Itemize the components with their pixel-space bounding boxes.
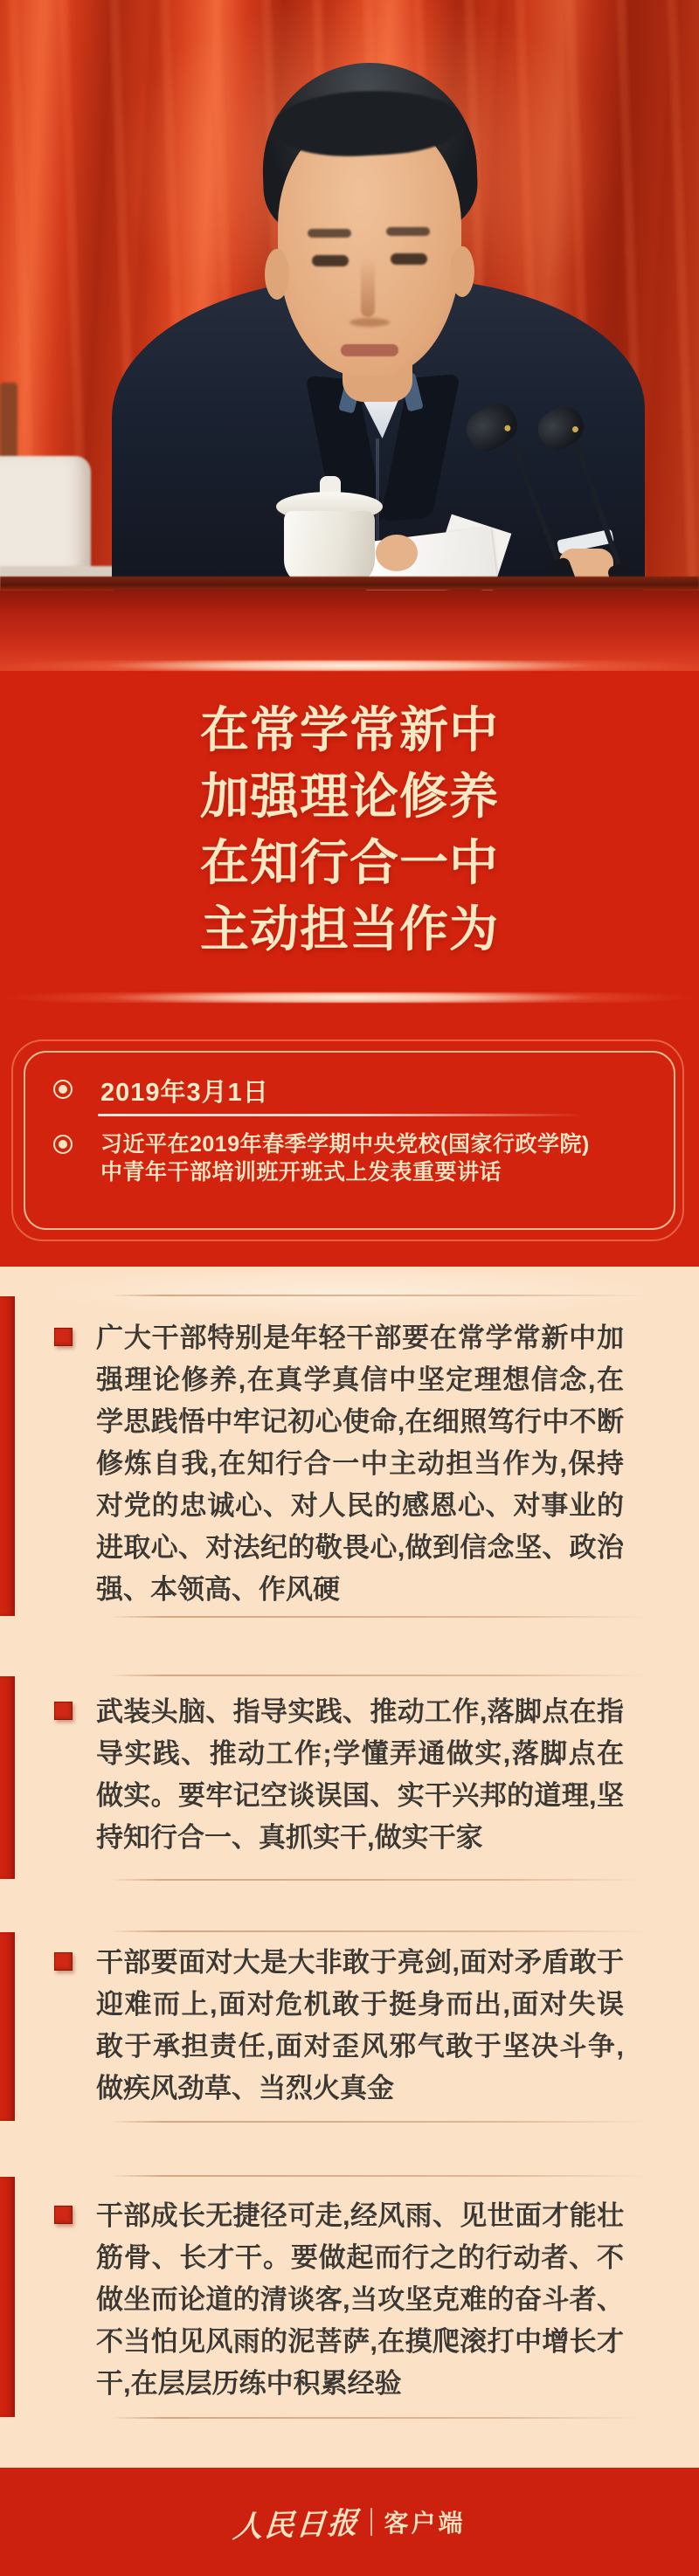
- bullet-square-icon: [54, 1328, 73, 1346]
- separator-line: [98, 1114, 584, 1116]
- footer: [0, 2468, 699, 2576]
- poster-title-line: 加强理论修养: [200, 769, 499, 824]
- quote-card: [0, 1295, 699, 1618]
- poster-title-line: 在知行合一中: [200, 835, 499, 890]
- quote-text: 干部要面对大是大非敢于亮剑,面对矛盾敢于迎难而上,面对危机敢于挺身而出,面对失误敢于承担责任,面对歪风邪气敢于坚决斗争,做疾风劲草、当烈火真金: [96, 1947, 624, 2103]
- event-description: [100, 1130, 625, 1186]
- microphone-badge: [503, 424, 512, 432]
- bullet-square-icon: [54, 1952, 73, 1971]
- event-description-line: 中青年干部培训班开班式上发表重要讲话: [100, 1160, 502, 1184]
- ear: [265, 249, 289, 300]
- bullet-square-icon: [54, 2206, 73, 2224]
- ear: [450, 246, 474, 297]
- red-ribbon-accent: [0, 1676, 15, 1879]
- hero-section: [0, 590, 699, 1267]
- gloss-highlight-line: [0, 992, 699, 1003]
- event-description-line: 习近平在2019年春季学期中央党校(国家行政学院): [100, 1132, 590, 1157]
- bullet-square-icon: [54, 1702, 73, 1720]
- mouth: [341, 344, 398, 356]
- quote-card: [0, 1930, 699, 2123]
- speaker-photo: [0, 0, 699, 590]
- peoples-daily-logo: 人民日报: [232, 2504, 361, 2545]
- nose-shadow: [350, 318, 390, 327]
- eyebrow: [386, 227, 430, 236]
- quote-text: 干部成长无捷径可走,经风雨、见世面才能壮筋骨、长才干。要做起而行之的行动者、不做坐而论道的清谈客,当攻坚克难的奋斗者、不当怕见风雨的泥菩萨,在摸爬滚打中增长才干,在层层历练中积累经验: [96, 2200, 624, 2399]
- eye: [391, 253, 427, 265]
- red-ribbon-accent: [0, 1932, 15, 2121]
- red-ribbon-accent: [0, 1296, 15, 1616]
- teacup-with-lid: [273, 476, 386, 586]
- quote-text: 广大干部特别是年轻干部要在常学常新中加强理论修养,在真学真信中坚定理想信念,在学思践悟中牢记初心使命,在细照笃行中不断修炼自我,在知行合一中主动担当作为,保持对党的忠诚心、对人民的感恩心、对事业的进取心、对法纪的敬畏心,做到信念坚、政治强、本领高、作风硬: [96, 1323, 624, 1605]
- gloss-highlight-line: [0, 660, 699, 671]
- event-date: 2019年3月1日: [100, 1079, 269, 1107]
- poster-title-line: 主动担当作为: [200, 901, 499, 957]
- quote-card: [0, 2175, 699, 2419]
- eyebrow: [308, 229, 351, 238]
- logo-divider: [370, 2508, 372, 2536]
- poster-title: [0, 697, 699, 963]
- poster-title-line: 在常学常新中: [200, 702, 499, 757]
- quotes-section: [0, 1267, 699, 2468]
- bullet-ring-icon: [53, 1080, 73, 1099]
- client-label: 客户端: [384, 2510, 466, 2537]
- quote-text: 武装头脑、指导实践、推动工作,落脚点在指导实践、推动工作;学懂弄通做实,落脚点在做实。要牢记空谈误国、实干兴邦的道理,坚持知行合一、真抓实干,做实干家: [96, 1696, 624, 1853]
- microphone-badge: [571, 425, 580, 434]
- red-ribbon-accent: [0, 2177, 15, 2417]
- bullet-ring-icon: [53, 1135, 73, 1154]
- quote-card: [0, 1675, 699, 1881]
- eye: [312, 255, 349, 266]
- table-front-edge: [0, 577, 699, 590]
- nose: [361, 258, 375, 317]
- teacup-body: [284, 511, 375, 586]
- red-tablecloth: [0, 590, 699, 671]
